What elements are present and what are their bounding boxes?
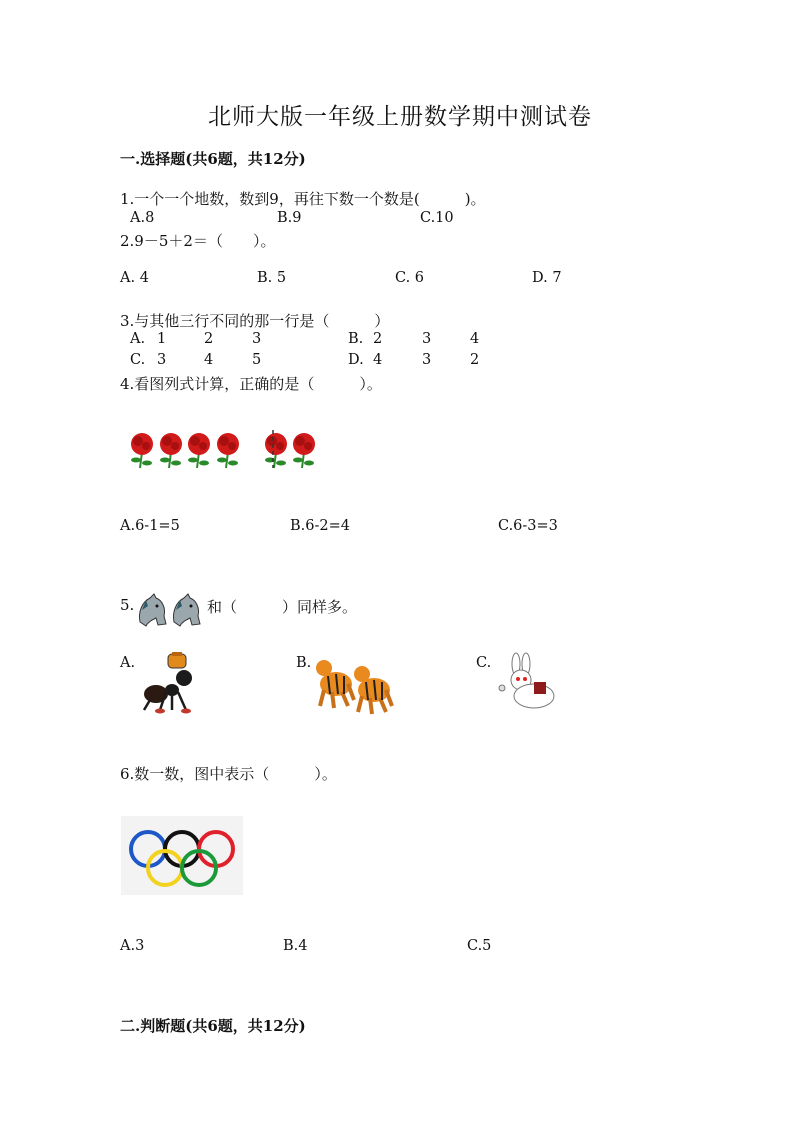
q3-option-c-num: 3: [157, 352, 167, 368]
q6-option-b[interactable]: B.4: [283, 938, 308, 954]
question-5: 和（ ）同样多。: [207, 598, 358, 616]
tiger-icon: [354, 666, 392, 714]
question-4: 4.看图列式计算，正确的是（ ）。: [120, 375, 382, 393]
section-heading-choice: 一.选择题(共6题，共12分): [120, 150, 306, 168]
rose-icon: [160, 433, 182, 468]
question-1: 1.一个一个地数，数到9，再往下数一个数是( )。: [120, 190, 486, 208]
section-heading-judgement: 二.判断题(共6题，共12分): [120, 1017, 306, 1035]
q1-option-b[interactable]: B.9: [277, 210, 302, 226]
q3-option-d-num: 2: [470, 352, 480, 368]
q3-option-d-label[interactable]: D.: [348, 352, 364, 368]
tiger-icon: [316, 660, 354, 708]
horse-icon: [173, 594, 200, 626]
q2-option-a[interactable]: A. 4: [120, 270, 149, 286]
page-title: 北师大版一年级上册数学期中测试卷: [208, 104, 592, 130]
q6-option-a[interactable]: A.3: [120, 938, 145, 954]
q3-option-c-num: 4: [204, 352, 214, 368]
question-2: 2.9－5＋2＝（ ）。: [120, 232, 276, 250]
q2-option-d[interactable]: D. 7: [532, 270, 562, 286]
q3-option-a-label[interactable]: A.: [130, 331, 146, 347]
q2-option-b[interactable]: B. 5: [257, 270, 287, 286]
ant-icon: [140, 652, 208, 716]
q3-option-a-num: 3: [252, 331, 262, 347]
q6-option-c[interactable]: C.5: [467, 938, 492, 954]
q5-option-b[interactable]: B.: [296, 655, 312, 671]
q3-option-d-num: 4: [373, 352, 383, 368]
q3-option-a-num: 1: [157, 331, 167, 347]
q3-option-d-num: 3: [422, 352, 432, 368]
q2-option-c[interactable]: C. 6: [395, 270, 425, 286]
q1-option-c[interactable]: C.10: [420, 210, 454, 226]
rose-icon: [293, 433, 315, 468]
q4-option-b[interactable]: B.6-2=4: [290, 518, 350, 534]
q3-option-b-num: 3: [422, 331, 432, 347]
horse-icon: [139, 594, 166, 626]
rose-icon: [131, 433, 153, 468]
rabbit-icon: [494, 652, 562, 714]
q5-option-c[interactable]: C.: [476, 655, 492, 671]
q3-option-b-num: 2: [373, 331, 383, 347]
q3-option-c-label[interactable]: C.: [130, 352, 146, 368]
tigers-picture: [314, 654, 402, 714]
rose-icon: [265, 433, 287, 468]
q3-option-c-num: 5: [252, 352, 262, 368]
q5-option-a[interactable]: A.: [120, 655, 136, 671]
rose-icon: [188, 433, 210, 468]
q1-option-a[interactable]: A.8: [130, 210, 155, 226]
rose-icon: [217, 433, 239, 468]
q4-option-a[interactable]: A.6-1=5: [120, 518, 180, 534]
question-3: 3.与其他三行不同的那一行是（ ）: [120, 312, 390, 330]
roses-picture: [122, 428, 328, 472]
q4-option-c[interactable]: C.6-3=3: [498, 518, 558, 534]
horses-picture: [136, 592, 206, 628]
question-6: 6.数一数，图中表示（ ）。: [120, 765, 337, 783]
q3-option-b-num: 4: [470, 331, 480, 347]
q3-option-b-label[interactable]: B.: [348, 331, 364, 347]
question-5-number: 5.: [120, 596, 135, 614]
q3-option-a-num: 2: [204, 331, 214, 347]
olympic-rings-picture: [121, 816, 243, 895]
